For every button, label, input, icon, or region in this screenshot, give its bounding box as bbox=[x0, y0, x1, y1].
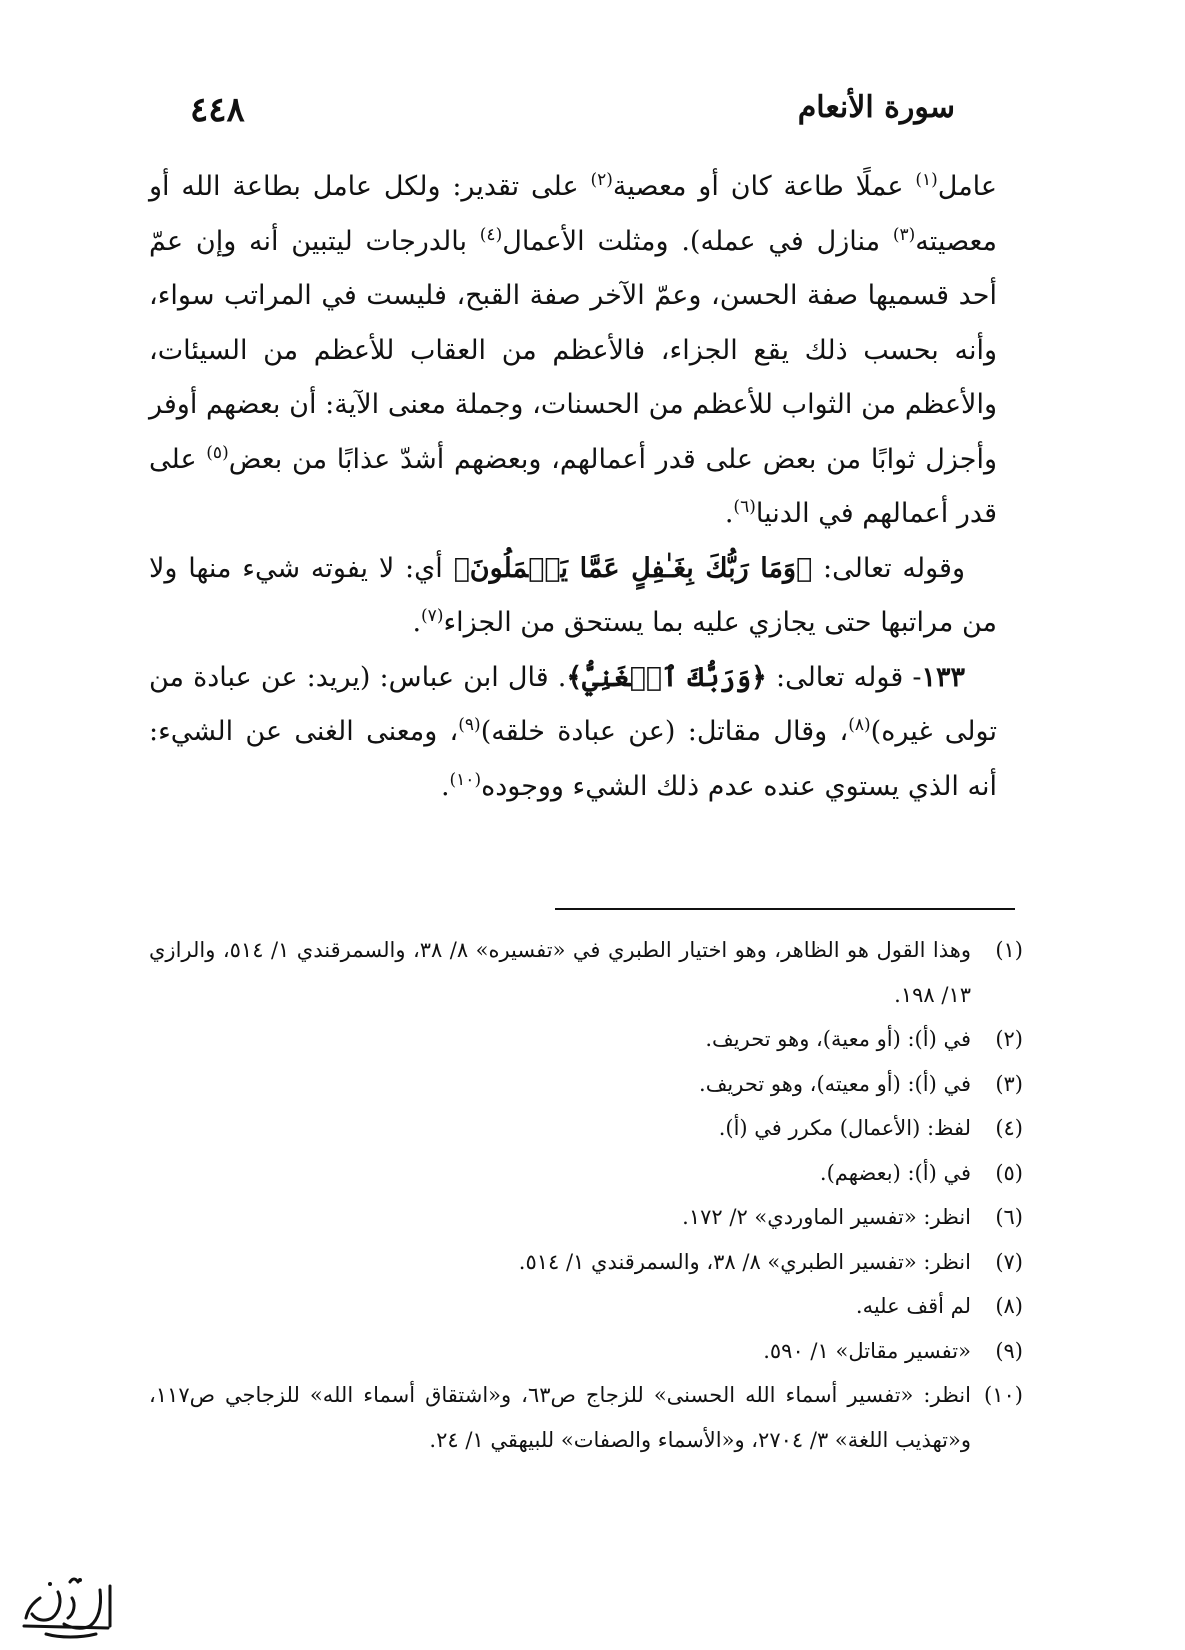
footnote-ref[interactable]: (٣) bbox=[892, 224, 916, 245]
footnote-ref[interactable]: (٥) bbox=[206, 442, 229, 463]
footnote-2 bbox=[149, 1017, 1023, 1062]
text-run: أي: لا يفوته شيء منها ولا من مراتبها حتى يجازي عليه بما يستحق من الجزاء bbox=[149, 552, 997, 638]
footnote-number: (٤) bbox=[995, 1116, 1023, 1140]
footnote-ref[interactable]: (١) bbox=[915, 170, 938, 190]
text-run: عامل bbox=[937, 171, 997, 202]
footnote-text: في (أ): (أو معيته)، وهو تحريف. bbox=[699, 1071, 971, 1096]
footnote-number: (٢) bbox=[995, 1027, 1023, 1051]
footnote-3 bbox=[149, 1062, 1023, 1107]
text-run: ، ومعنى الغنى عن الشيء: أنه الذي يستوي عنده عدم ذلك الشيء ووجوده bbox=[149, 716, 997, 802]
verse-number: ١٣٣ bbox=[921, 661, 965, 693]
footnote-text: في (أ): (أو معية)، وهو تحريف. bbox=[705, 1027, 971, 1051]
footnote-text: لفظ: (الأعمال) مكرر في (أ). bbox=[718, 1116, 971, 1140]
footnote-divider bbox=[555, 908, 1015, 910]
footnote-7 bbox=[149, 1240, 1023, 1285]
footnote-text: في (أ): (بعضهم). bbox=[819, 1160, 971, 1185]
footnote-number: (٩) bbox=[995, 1338, 1023, 1363]
footnote-10 bbox=[149, 1373, 1023, 1462]
footnote-ref[interactable]: (٨) bbox=[848, 715, 871, 735]
footnote-number: (٣) bbox=[995, 1071, 1023, 1096]
footnote-text: انظر: «تفسير أسماء الله الحسنى» للزجاج ص٦٣، و«اشتقاق أسماء الله» للزجاجي ص١١٧، و«تهذيب اللغة» ٣/ ٢٧٠٤، و«الأسماء والصفات» للبيهقي ١/ ٢٤. bbox=[149, 1383, 971, 1452]
page-number: ٤٤٨ bbox=[190, 90, 245, 130]
footnote-4 bbox=[149, 1106, 1023, 1151]
quran-quote: ﴿وَرَبُّكَ ٱلۡغَنِيُّ﴾ bbox=[566, 661, 767, 693]
text-run: ، وقال مقاتل: (عن عبادة خلقه) bbox=[480, 716, 849, 747]
footnote-ref[interactable]: (٦) bbox=[733, 497, 756, 517]
footnote-6 bbox=[149, 1195, 1023, 1240]
footnote-number: (٨) bbox=[995, 1294, 1023, 1318]
footnote-1 bbox=[149, 928, 1023, 1017]
footnote-number: (٧) bbox=[995, 1249, 1023, 1274]
main-text bbox=[149, 160, 997, 814]
paragraph-3 bbox=[149, 651, 997, 815]
paragraph-1 bbox=[149, 160, 997, 542]
text-run: . bbox=[412, 607, 422, 638]
footnote-ref[interactable]: (١٠) bbox=[449, 769, 482, 790]
paragraph-2 bbox=[149, 542, 997, 651]
footnote-text: انظر: «تفسير الماوردي» ٢/ ١٧٢. bbox=[682, 1205, 971, 1229]
text-run: على تقدير: ولكل عامل بطاعة الله أو معصيته bbox=[149, 171, 997, 257]
footnotes-section bbox=[149, 928, 1023, 1462]
text-run: منازل في عمله). ومثلت الأعمال bbox=[502, 225, 893, 257]
text-run: وقوله تعالى: bbox=[812, 552, 966, 584]
page-header bbox=[190, 90, 955, 140]
footnote-5 bbox=[149, 1151, 1023, 1196]
footnote-ref[interactable]: (٢) bbox=[590, 170, 613, 190]
footnote-number: (٥) bbox=[995, 1160, 1023, 1185]
footnote-text: «تفسير مقاتل» ١/ ٥٩٠. bbox=[763, 1338, 971, 1363]
text-run: - قوله تعالى: bbox=[766, 661, 922, 693]
text-run: على قدر أعمالهم في الدنيا bbox=[149, 443, 997, 529]
footnote-9 bbox=[149, 1329, 1023, 1374]
watermark-logo bbox=[10, 1568, 120, 1648]
footnote-number: (١٠) bbox=[984, 1383, 1023, 1407]
text-run: بالدرجات ليتبين أنه وإن عمّ أحد قسميها صفة الحسن، وعمّ الآخر صفة القبح، فليست في المراتب سواء، وأنه بحسب ذلك يقع الجزاء، فالأعظم من العقاب للأعظم من السيئات، والأعظم من الثواب للأعظم من الحسنات، وجملة معنى الآية: أن بعضهم أوفر وأجزل ثوابًا من بعض على قدر أعمالهم، وبعضهم أشدّ عذابًا من بعض bbox=[149, 225, 997, 475]
footnote-number: (٦) bbox=[995, 1205, 1023, 1229]
quran-quote: ﴿وَمَا رَبُّكَ بِغَـٰفِلٍ عَمَّا يَعۡمَلُونَ﴾ bbox=[453, 552, 813, 584]
footnote-text: انظر: «تفسير الطبري» ٨/ ٣٨، والسمرقندي ١/ ٥١٤. bbox=[518, 1249, 971, 1274]
text-run: . bbox=[724, 498, 734, 529]
footnote-text: وهذا القول هو الظاهر، وهو اختيار الطبري في «تفسيره» ٨/ ٣٨، والسمرقندي ١/ ٥١٤، والرازي ١٣/ ١٩٨. bbox=[149, 938, 971, 1007]
footnote-8 bbox=[149, 1284, 1023, 1329]
text-run: . قال ابن عباس: (يريد: عن عبادة من تولى غيره) bbox=[149, 661, 997, 747]
text-run: عملًا طاعة كان أو معصية bbox=[612, 171, 916, 202]
footnote-ref[interactable]: (٤) bbox=[479, 224, 503, 245]
running-head: سورة الأنعام bbox=[797, 90, 955, 125]
text-run: . bbox=[440, 770, 450, 802]
footnote-ref[interactable]: (٩) bbox=[458, 715, 481, 735]
footnote-text: لم أقف عليه. bbox=[855, 1294, 971, 1318]
footnote-number: (١) bbox=[995, 938, 1023, 962]
footnote-ref[interactable]: (٧) bbox=[421, 606, 444, 626]
